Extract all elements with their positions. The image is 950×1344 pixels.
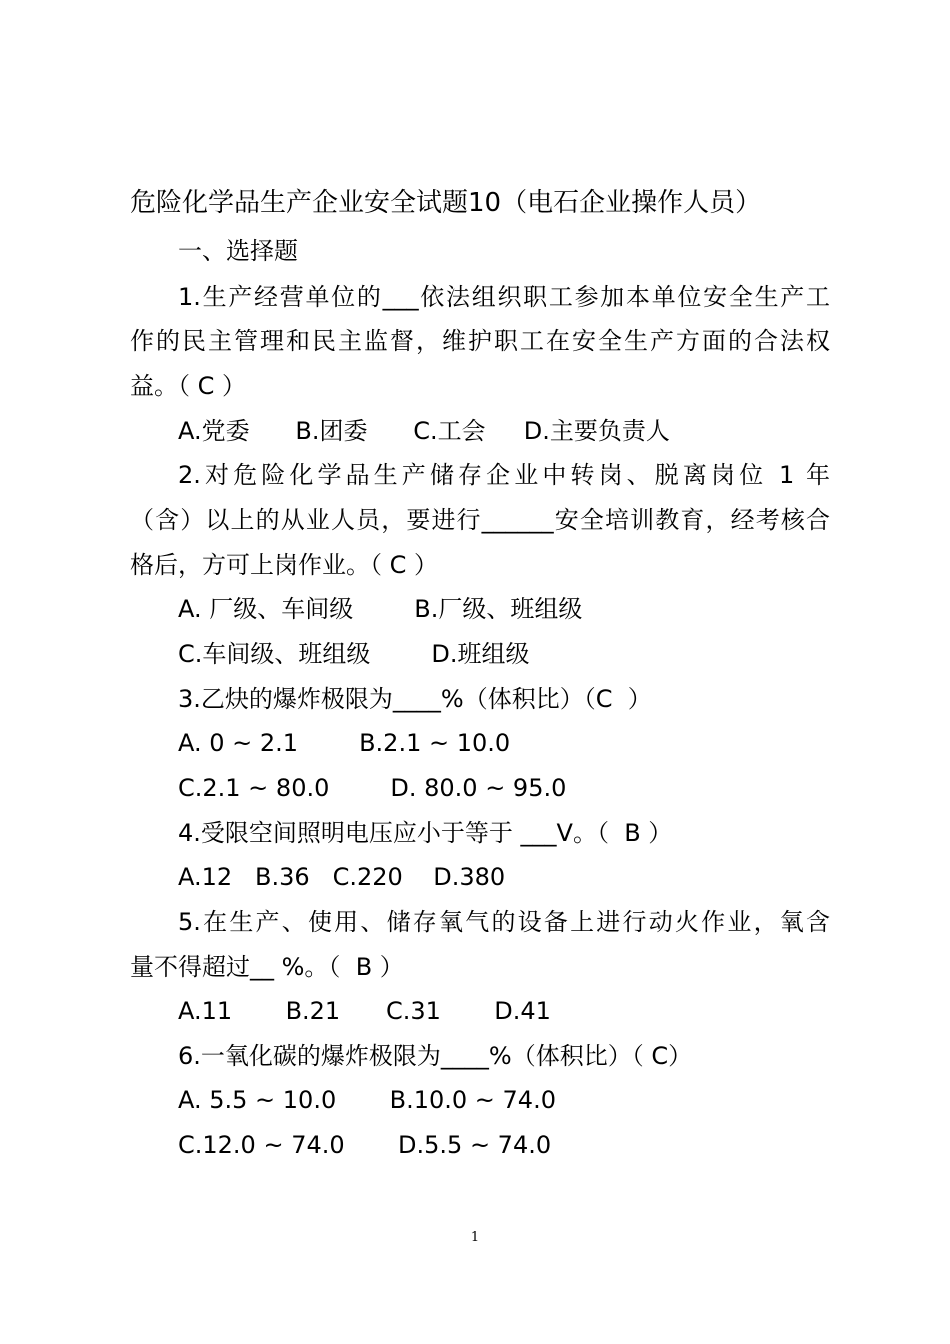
question-1-line-1 xyxy=(178,282,830,312)
question-2-options-row-2: C.车间级、班组级 D.班组级 xyxy=(178,640,530,668)
question-3-options-row-2: C.2.1 ~ 80.0 D. 80.0 ~ 95.0 xyxy=(178,774,567,802)
question-6-line-1: 6.一氧化碳的爆炸极限为____%（体积比）（ C） xyxy=(178,1042,693,1070)
question-5-line-2: 量不得超过__ %。（ B ） xyxy=(130,953,404,981)
question-1-line-2-text: 作的民主管理和民主监督，维护职工在安全生产方面的合法权 xyxy=(130,327,830,355)
question-4-options: A.12 B.36 C.220 D.380 xyxy=(178,863,506,891)
document-title: 危险化学品生产企业安全试题10（电石企业操作人员） xyxy=(130,188,762,218)
question-2-line-1-text: 2.对危险化学品生产储存企业中转岗、脱离岗位 1 年 xyxy=(178,461,830,489)
question-2-line-1 xyxy=(178,460,830,490)
question-1-line-3: 益。（ C ） xyxy=(130,372,247,400)
question-1-line-1-text: 1.生产经营单位的___依法组织职工参加本单位安全生产工 xyxy=(178,283,830,311)
question-2-line-3: 格后，方可上岗作业。（ C ） xyxy=(130,551,439,579)
question-5-options: A.11 B.21 C.31 D.41 xyxy=(178,997,551,1025)
question-4-line-1: 4.受限空间照明电压应小于等于 ___V。（ B ） xyxy=(178,819,673,847)
question-5-line-1-text: 5.在生产、使用、储存氧气的设备上进行动火作业，氧含 xyxy=(178,908,830,936)
question-2-options-row-1: A. 厂级、车间级 B.厂级、班组级 xyxy=(178,595,583,623)
question-6-options-row-2: C.12.0 ~ 74.0 D.5.5 ~ 74.0 xyxy=(178,1131,552,1159)
question-3-options-row-1: A. 0 ~ 2.1 B.2.1 ~ 10.0 xyxy=(178,729,511,757)
section-heading: 一、选择题 xyxy=(178,237,298,265)
question-2-line-2 xyxy=(130,505,830,535)
page-number: 1 xyxy=(470,1230,480,1245)
question-1-options: A.党委 B.团委 C.工会 D.主要负责人 xyxy=(178,417,670,445)
question-3-line-1: 3.乙炔的爆炸极限为____%（体积比）（C ） xyxy=(178,685,652,713)
question-2-line-2-text: （含）以上的从业人员，要进行______安全培训教育，经考核合 xyxy=(130,506,830,534)
question-1-line-2 xyxy=(130,326,830,356)
question-6-options-row-1: A. 5.5 ~ 10.0 B.10.0 ~ 74.0 xyxy=(178,1086,556,1114)
question-5-line-1 xyxy=(178,907,830,937)
